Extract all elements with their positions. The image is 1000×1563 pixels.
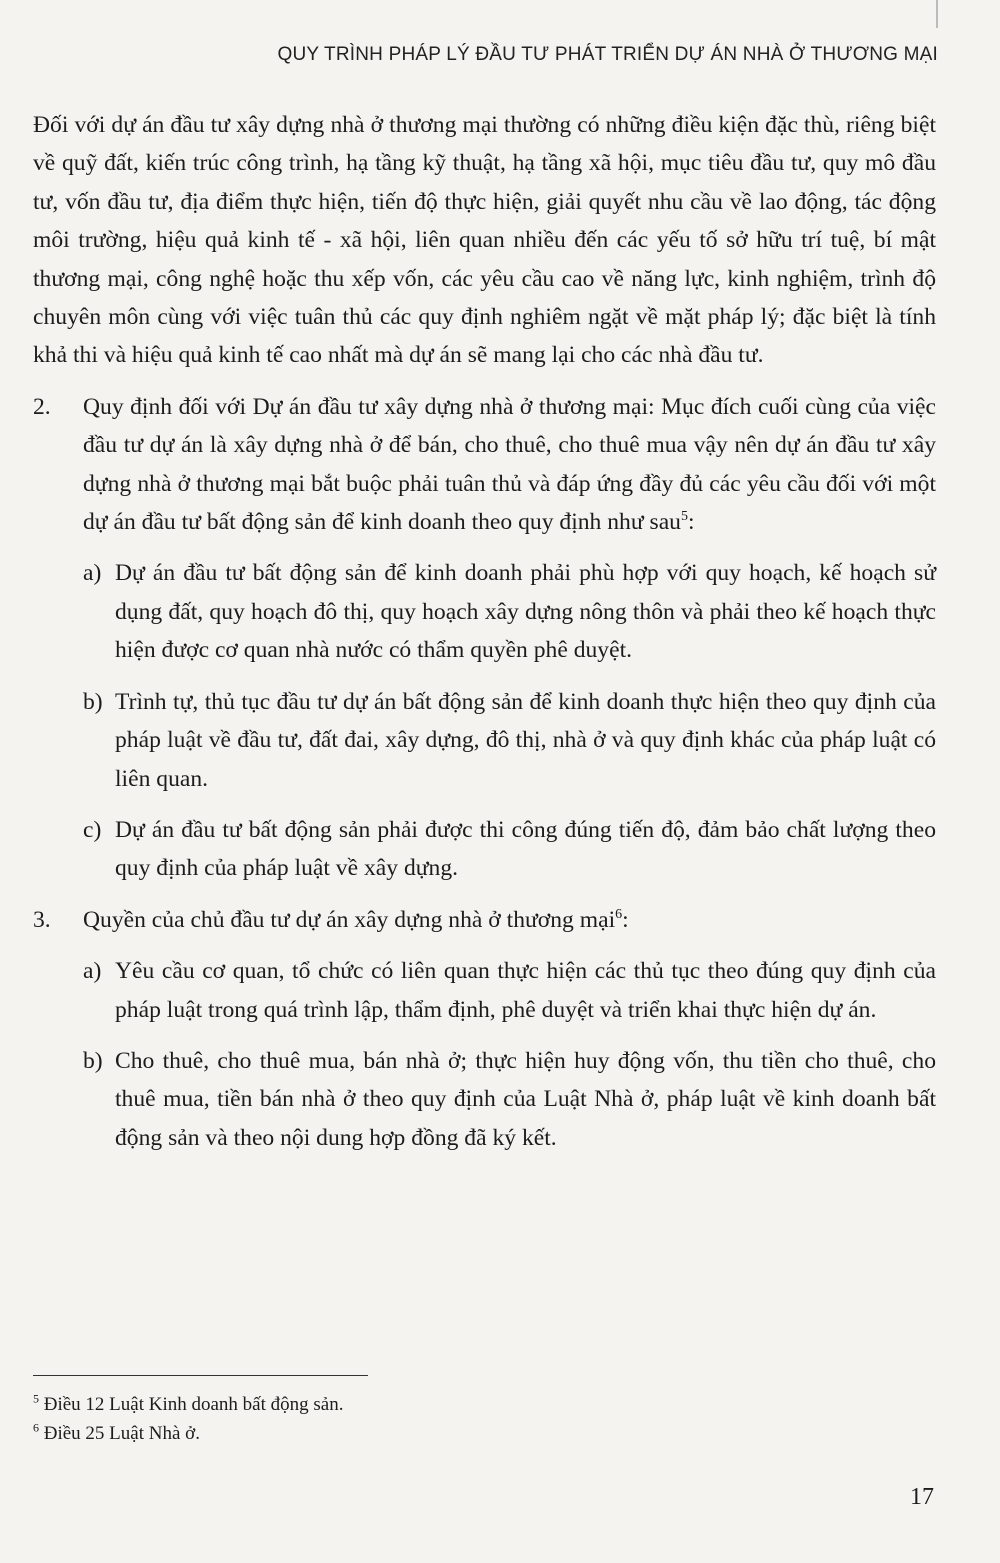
footnote-ref-5[interactable]: 5 bbox=[680, 509, 688, 525]
sub-item-text: Dự án đầu tư bất động sản để kinh doanh phải phù hợp với quy hoạch, kế hoạch sử dụng đất, quy hoạch đô thị, quy hoạch xây dựng nông thôn và phải theo kế hoạch thực hiện được cơ quan nhà nước có thẩm quyền phê duyệt. bbox=[115, 560, 936, 664]
footnote-text: Điều 25 Luật Nhà ở. bbox=[43, 1423, 200, 1444]
page-body bbox=[33, 106, 936, 1170]
sub-item-2a bbox=[83, 554, 936, 669]
item-number: 2. bbox=[33, 393, 51, 420]
sub-item-label: c) bbox=[83, 816, 102, 843]
sub-item-label: b) bbox=[83, 688, 103, 715]
intro-paragraph: Đối với dự án đầu tư xây dựng nhà ở thương mại thường có những điều kiện đặc thù, riêng biệt về quỹ đất, kiến trúc công trình, hạ tầng kỹ thuật, hạ tầng xã hội, mục tiêu đầu tư, quy mô đầu tư, vốn đầu tư, địa điểm thực hiện, tiến độ thực hiện, giải quyết nhu cầu về lao động, tác động môi trường, hiệu quả kinh tế - xã hội, liên quan nhiều đến các yếu tố sở hữu trí tuệ, bí mật thương mại, công nghệ hoặc thu xếp vốn, các yêu cầu cao về năng lực, kinh nghiệm, trình độ chuyên môn cùng với việc tuân thủ các quy định nghiêm ngặt về mặt pháp lý; đặc biệt là tính khả thi và hiệu quả kinh tế cao nhất mà dự án sẽ mang lại cho các nhà đầu tư. bbox=[33, 112, 936, 369]
footnote-mark: 5 bbox=[33, 1391, 39, 1406]
header-edge-line bbox=[336, 0, 938, 28]
list-item-2 bbox=[33, 388, 936, 542]
footnote-ref-6[interactable]: 6 bbox=[615, 906, 623, 922]
sub-item-label: a) bbox=[83, 560, 102, 587]
item-text bbox=[83, 901, 936, 939]
item-3-suffix: : bbox=[622, 906, 629, 933]
sub-item-text: Cho thuê, cho thuê mua, bán nhà ở; thực hiện huy động vốn, thu tiền cho thuê, cho thuê mua, tiền bán nhà ở theo quy định của Luật Nhà ở, pháp luật về kinh doanh bất động sản và theo nội dung hợp đồng đã ký kết. bbox=[115, 1047, 936, 1151]
footnote-5 bbox=[33, 1390, 343, 1419]
running-header: QUY TRÌNH PHÁP LÝ ĐẦU TƯ PHÁT TRIỂN DỰ ÁN NHÀ Ở THƯƠNG MẠI bbox=[277, 44, 938, 65]
page-number: 17 bbox=[910, 1484, 934, 1510]
sub-item-label: a) bbox=[83, 958, 102, 985]
list-item-3 bbox=[33, 901, 936, 939]
sub-item-text: Dự án đầu tư bất động sản phải được thi công đúng tiến độ, đảm bảo chất lượng theo quy định của pháp luật về xây dựng. bbox=[115, 816, 936, 882]
item-2-suffix: : bbox=[687, 509, 695, 536]
item-number: 3. bbox=[33, 906, 51, 933]
sub-item-3a bbox=[83, 952, 936, 1029]
sub-item-text: Trình tự, thủ tục đầu tư dự án bất động sản để kinh doanh thực hiện theo quy định của pháp luật về đầu tư, đất đai, xây dựng, đô thị, nhà ở và quy định khác của pháp luật có liên quan. bbox=[115, 688, 936, 792]
item-2-text: Quy định đối với Dự án đầu tư xây dựng nhà ở thương mại: Mục đích cuối cùng của việc đầu tư dự án là xây dựng nhà ở để bán, cho thuê, cho thuê mua vậy nên dự án đầu tư xây dựng nhà ở thương mại bắt buộc phải tuân thủ và đáp ứng đầy đủ các yêu cầu đối với một dự án đầu tư bất động sản để kinh doanh theo quy định như sau bbox=[83, 393, 936, 536]
sub-item-2b bbox=[83, 683, 936, 798]
footnote-6 bbox=[33, 1419, 343, 1448]
sub-item-text: Yêu cầu cơ quan, tổ chức có liên quan thực hiện các thủ tục theo đúng quy định của pháp luật trong quá trình lập, thẩm định, phê duyệt và triển khai thực hiện dự án. bbox=[115, 958, 936, 1023]
item-text bbox=[83, 388, 936, 542]
footnote-separator bbox=[33, 1375, 368, 1376]
footnotes bbox=[33, 1390, 343, 1448]
footnote-mark: 6 bbox=[33, 1420, 39, 1435]
sub-item-label: b) bbox=[83, 1047, 103, 1074]
sub-item-3b bbox=[83, 1042, 936, 1157]
item-3-text: Quyền của chủ đầu tư dự án xây dựng nhà ở thương mại bbox=[83, 906, 616, 933]
sub-item-2c bbox=[83, 811, 936, 888]
footnote-text: Điều 12 Luật Kinh doanh bất động sản. bbox=[43, 1394, 344, 1415]
